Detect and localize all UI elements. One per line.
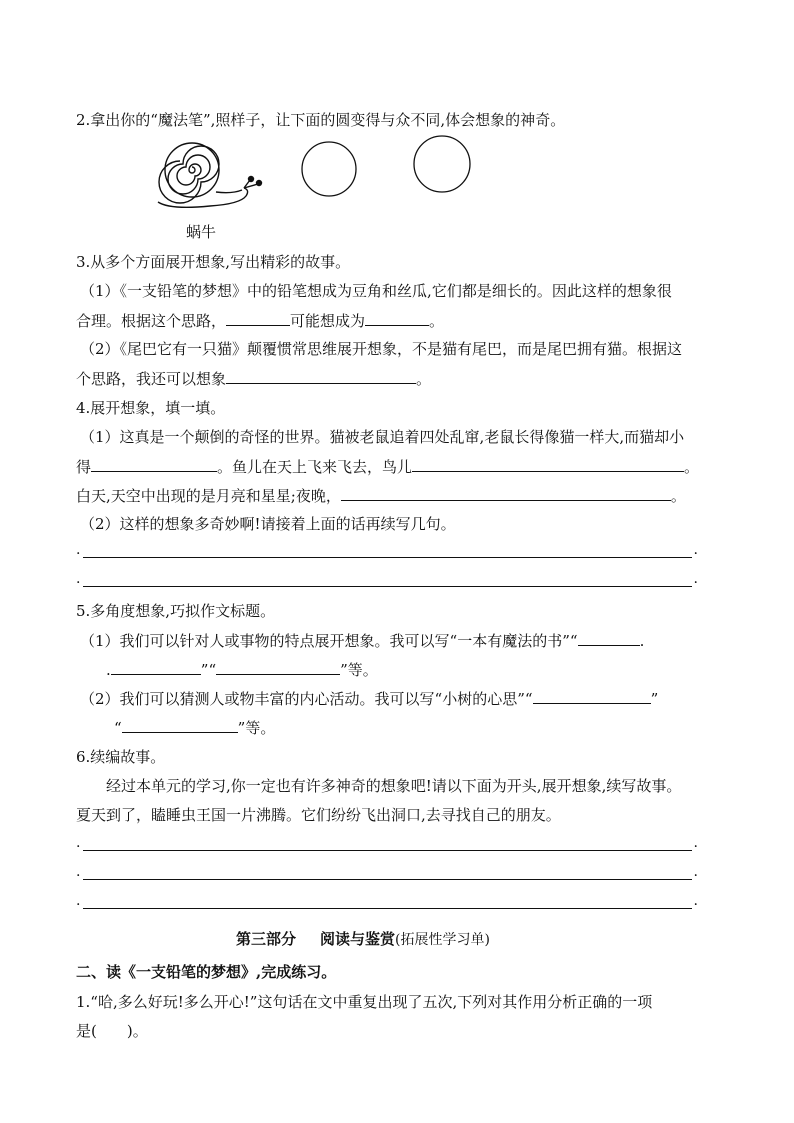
q3-item1-text-c: 。 [429,312,445,330]
q4-line1-dot-right: . [693,542,698,558]
q5-blank-1[interactable] [578,630,640,646]
part3-title-b: 阅读与鉴赏 [320,930,396,948]
q3-item1-text-a: 合理。根据这个思路， [76,312,227,330]
q5-item1-line2 [106,659,378,680]
part3-title-c: (拓展性学习单) [395,932,490,948]
q4-item1-text-a: 得 [76,458,92,476]
q6-writing-line-2[interactable] [76,864,698,884]
sec2-q1-line2: 是( )。 [76,1022,148,1040]
q4-title: 4.展开想象，填一填。 [76,399,226,417]
sec2-title: 二、读《一支铅笔的梦想》,完成练习。 [76,963,337,981]
q4-blank-1[interactable] [91,456,217,472]
q5-item1-text-a: （1）我们可以针对人或事物的特点展开想象。我可以写“一本有魔法的书”“ [80,632,578,650]
q6-line3-dot-left: . [76,893,81,909]
q5-item1-text-a2: . [639,632,645,650]
q6-line1-dot-right: . [693,835,698,851]
part3-title-a: 第三部分 [236,930,297,948]
q4-item1-line3 [76,485,686,506]
q3-item2-text-b: 。 [416,370,432,388]
q4-writing-line-1[interactable] [76,542,698,562]
q4-item1-line1: （1）这真是一个颠倒的奇怪的世界。猫被老鼠追着四处乱窜,老鼠长得像猫一样大,而猫却小 [80,428,685,446]
q4-item1-text-d: 白天,天空中出现的是月亮和星星;夜晚， [76,487,341,505]
q5-item1-text-b: . [106,661,111,679]
q5-item2-text-c: “ [114,719,122,737]
q4-line2-dot-right: . [693,571,698,587]
q4-item1-text-e: 。 [670,487,686,505]
q5-item2-text-b: ” [650,690,659,708]
q4-item1-line2 [76,456,699,477]
q4-writing-line-2[interactable] [76,571,698,591]
blank-circle-2 [412,134,472,194]
q6-title: 6.续编故事。 [76,748,166,766]
q5-item2-text-d: ”等。 [237,719,276,737]
q4-blank-2[interactable] [412,456,684,472]
q3-item1-text-b: 可能想成为 [290,312,366,330]
q3-item2-text-a: 个思路，我还可以想象 [76,370,227,388]
q4-item2: （2）这样的想象多奇妙啊!请接着上面的话再续写几句。 [80,515,456,533]
part3-heading [236,929,490,950]
q6-line2-dot-right: . [693,864,698,880]
q6-para-line2: 夏天到了，瞌睡虫王国一片沸腾。它们纷纷飞出洞口,去寻找自己的朋友。 [76,806,561,824]
q5-blank-5[interactable] [122,717,238,733]
q4-item1-text-b: 。鱼儿在天上飞来飞去，鸟儿 [217,458,413,476]
q6-line2-dot-left: . [76,864,81,880]
q5-item1-text-d: ”等。 [340,661,378,679]
q5-item2-line1 [80,688,658,709]
q6-line3-dot-right: . [693,893,698,909]
q6-line1-dot-left: . [76,835,81,851]
q5-title: 5.多角度想象,巧拟作文标题。 [76,602,276,620]
q5-item1-text-c: ”“ [200,661,217,679]
q5-item2-text-a: （2）我们可以猜测人或物丰富的内心活动。我可以写“小树的心思”“ [80,690,533,708]
sec2-q1-line1: 1.“哈,多么好玩!多么开心!”这句话在文中重复出现了五次,下列对其作用分析正确的一项 [76,993,653,1011]
q3-item1-line2 [76,310,444,331]
q6-writing-line-1[interactable] [76,835,698,855]
q3-item2-line2 [76,368,431,389]
q4-item1-text-c: 。 [684,458,700,476]
q5-blank-2[interactable] [111,659,201,675]
q5-item1-line1 [80,630,644,651]
blank-circle-1 [300,140,360,200]
q6-writing-line-3[interactable] [76,893,698,913]
snail-drawing [150,134,270,214]
q5-item2-line2 [114,717,275,738]
q3-blank-3[interactable] [226,368,416,384]
q3-blank-1[interactable] [226,310,290,326]
q4-blank-3[interactable] [341,485,671,501]
q2-text: 2.拿出你的“魔法笔”,照样子，让下面的圆变得与众不同,体会想象的神奇。 [76,111,566,129]
q4-line2-dot-left: . [76,571,81,587]
q5-blank-4[interactable] [533,688,651,704]
q5-blank-3[interactable] [216,659,340,675]
q6-para-line1: 经过本单元的学习,你一定也有许多神奇的想象吧!请以下面为开头,展开想象,续写故事。 [106,777,682,795]
q3-item2-line1: （2）《尾巴它有一只猫》颠覆惯常思维展开想象，不是猫有尾巴，而是尾巴拥有猫。根据这 [80,340,683,358]
q3-item1-line1: （1）《一支铅笔的梦想》中的铅笔想成为豆角和丝瓜,它们都是细长的。因此这样的想象很 [80,282,672,300]
snail-caption: 蜗牛 [186,223,217,241]
q4-line1-dot-left: . [76,542,81,558]
q3-title: 3.从多个方面展开想象,写出精彩的故事。 [76,253,351,271]
q3-blank-2[interactable] [365,310,429,326]
